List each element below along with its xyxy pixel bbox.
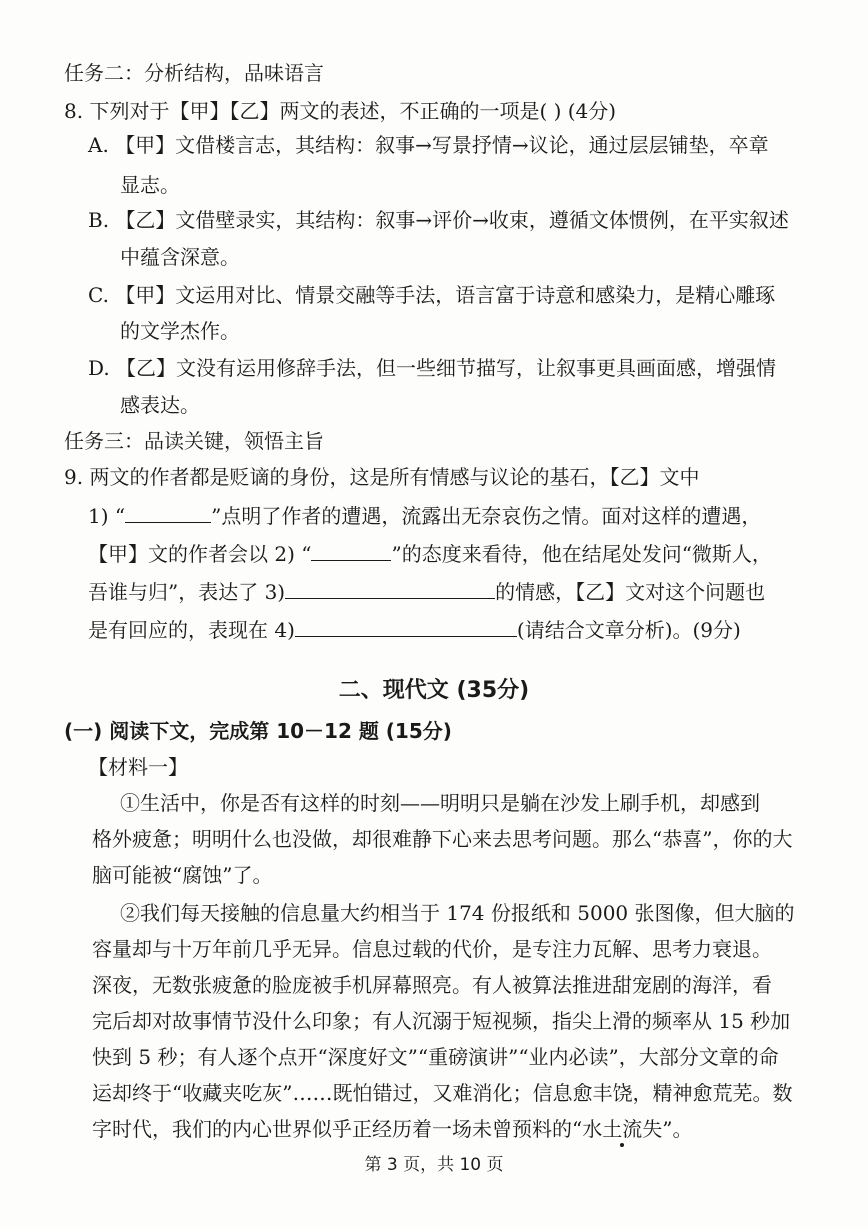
q9-text: 吾谁与归”，表达了 3) <box>88 580 286 604</box>
answer-blank-2[interactable] <box>311 538 391 561</box>
para2-line-4: 完后却对故事情节没什么印象；有人沉溺于短视频，指尖上滑的频率从 15 秒加 <box>92 1009 791 1033</box>
task3-title: 任务三：品读关键，领悟主旨 <box>64 429 324 453</box>
section-heading: 二、现代文 (35分) <box>338 678 530 703</box>
q8-option-b-cont: 中蕴含深意。 <box>120 245 240 269</box>
q9-line-5 <box>88 614 868 645</box>
q8-option-c: C. 【甲】文运用对比、情景交融等手法，语言富于诗意和感染力，是精心雕琢 <box>88 283 776 307</box>
answer-blank-4[interactable] <box>295 614 517 637</box>
material-label: 【材料一】 <box>88 755 188 779</box>
emphasis-dotted-text: 水土流失 <box>582 1117 663 1141</box>
para2-line-7 <box>92 1114 868 1144</box>
q9-text: 的情感，【乙】文对这个问题也 <box>495 580 766 604</box>
page-footer: 第 3 页，共 10 页 <box>364 1155 504 1175</box>
task2-title: 任务二：分析结构，品味语言 <box>64 61 324 85</box>
q8-option-a-cont: 显志。 <box>120 173 180 197</box>
para1-line-3: 脑可能被“腐蚀”了。 <box>92 863 273 887</box>
q8-option-c-cont: 的文学杰作。 <box>120 319 240 343</box>
answer-blank-3[interactable] <box>285 576 495 599</box>
para2-text: ”。 <box>662 1117 693 1141</box>
q9-text: ”的态度来看待，他在结尾处发问“微斯人， <box>391 542 772 566</box>
para2-line-6: 运却终于“收藏夹吃灰”……既怕错过，又难消化；信息愈丰饶，精神愈荒芜。数 <box>92 1081 793 1105</box>
para2-line-1: ②我们每天接触的信息量大约相当于 174 份报纸和 5000 张图像，但大脑的 <box>120 901 795 925</box>
q8-stem: 8. 下列对于【甲】【乙】两文的表述，不正确的一项是( ) (4分) <box>64 99 617 123</box>
q8-option-d: D. 【乙】文没有运用修辞手法，但一些细节描写，让叙事更具画面感，增强情 <box>88 356 777 380</box>
para2-line-2: 容量却与十万年前几乎无异。信息过载的代价，是专注力瓦解、思考力衰退。 <box>92 937 772 961</box>
q9-text: 是有回应的，表现在 4) <box>88 618 295 642</box>
q9-text: ”点明了作者的遭遇，流露出无奈哀伤之情。面对这样的遭遇， <box>211 504 762 528</box>
q9-line-4 <box>88 576 868 607</box>
answer-blank-1[interactable] <box>125 500 211 523</box>
para2-line-5: 快到 5 秒；有人逐个点开“深度好文”“重磅演讲”“业内必读”，大部分文章的命 <box>92 1045 779 1069</box>
q9-line-1: 9. 两文的作者都是贬谪的身份，这是所有情感与议论的基石，【乙】文中 <box>64 465 700 489</box>
emphasized-term <box>582 1117 662 1141</box>
para2-text: 字时代，我们的内心世界似乎正经历着一场未曾预料的“ <box>92 1117 583 1141</box>
q9-text: 1) “ <box>88 504 126 528</box>
para2-line-3: 深夜，无数张疲惫的脸庞被手机屏幕照亮。有人被算法推进甜宠剧的海洋，看 <box>92 973 772 997</box>
q8-option-d-cont: 感表达。 <box>120 393 200 417</box>
para1-line-1: ①生活中，你是否有这样的时刻——明明只是躺在沙发上刷手机，却感到 <box>120 791 760 815</box>
q8-option-a: A. 【甲】文借楼言志，其结构：叙事→写景抒情→议论，通过层层铺垫，卒章 <box>88 133 769 157</box>
q9-text: 【甲】文的作者会以 2) “ <box>88 542 312 566</box>
q8-option-b: B. 【乙】文借壁录实，其结构：叙事→评价→收束，遵循文体惯例，在平实叙述 <box>88 208 789 232</box>
q9-text: (请结合文章分析)。(9分) <box>516 618 741 642</box>
q9-line-2 <box>88 500 868 531</box>
para1-line-2: 格外疲惫；明明什么也没做，却很难静下心来去思考问题。那么“恭喜”，你的大 <box>92 827 793 851</box>
q9-line-3 <box>88 538 868 569</box>
part-title: (一) 阅读下文，完成第 10－12 题 (15分) <box>64 719 452 743</box>
